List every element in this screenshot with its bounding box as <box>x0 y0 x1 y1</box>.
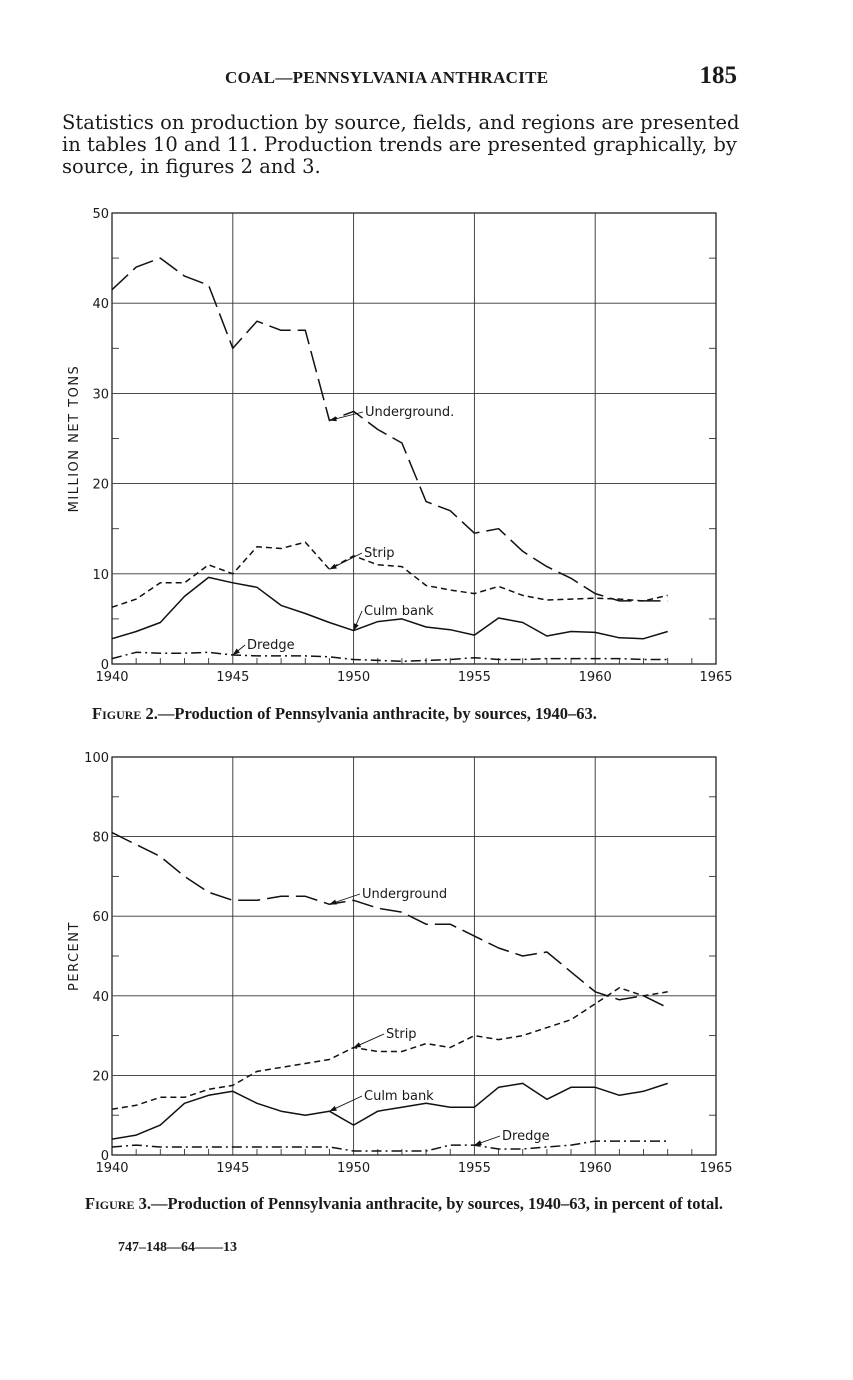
chart-2-label-culm-bank: Culm bank <box>364 604 434 619</box>
chart-2-y-axis-title: MILLION NET TONS <box>67 364 82 513</box>
figure-3-label: Figure 3. <box>85 1194 151 1213</box>
chart-3-label-strip: Strip <box>386 1027 417 1042</box>
chart-3-x-tick-label: 1960 <box>578 1161 612 1176</box>
chart-3-label-underground: Underground <box>362 887 448 902</box>
chart-3-y-tick-label: 60 <box>92 910 109 926</box>
figure-2-caption <box>92 704 732 724</box>
figure-2-chart <box>0 200 853 700</box>
chart-3-y-tick-label: 100 <box>84 751 109 766</box>
chart-2-x-tick-label: 1960 <box>578 670 612 685</box>
chart-3-arrowhead-underground <box>329 900 337 905</box>
chart-2-arrowhead-strip <box>329 564 337 570</box>
chart-3-series-underground <box>112 833 668 1008</box>
chart-3-x-tick-label: 1950 <box>337 1161 371 1176</box>
chart-3-label-culm-bank: Culm bank <box>364 1089 434 1104</box>
chart-2-x-tick-label: 1940 <box>95 670 129 685</box>
figure-2-caption-text: —Production of Pennsylvania anthracite, by sources, 1940–63. <box>157 704 597 723</box>
chart-3-series-dredge <box>112 1141 668 1151</box>
chart-2-label-underground: Underground. <box>365 405 455 420</box>
chart-3-arrowhead-culm-bank <box>329 1106 337 1111</box>
running-head-title: COAL—PENNSYLVANIA ANTHRACITE <box>225 68 549 87</box>
chart-2-label-dredge: Dredge <box>247 638 295 653</box>
page-number: 185 <box>699 62 737 89</box>
chart-2-y-tick-label: 50 <box>92 207 109 222</box>
chart-2-y-tick-label: 0 <box>100 658 109 673</box>
chart-2-y-tick-label: 20 <box>92 477 109 493</box>
chart-3-x-tick-label: 1965 <box>699 1161 733 1176</box>
printing-code: 747–148—64——13 <box>118 1240 237 1255</box>
figure-3-caption-text: —Production of Pennsylvania anthracite, by sources, 1940–63, in percent of total. <box>150 1194 723 1213</box>
chart-3-label-dredge: Dredge <box>502 1129 550 1144</box>
chart-2-y-tick-label: 40 <box>92 297 109 313</box>
chart-3-x-tick-label: 1945 <box>216 1161 250 1176</box>
chart-2-x-tick-label: 1965 <box>699 670 733 685</box>
chart-2-plot-frame <box>112 213 716 664</box>
chart-2-y-tick-label: 10 <box>92 567 109 583</box>
figure-2-label: Figure 2. <box>92 704 158 723</box>
chart-3-y-tick-label: 0 <box>100 1149 109 1164</box>
chart-3-arrowhead-strip <box>354 1042 362 1047</box>
chart-3-y-tick-label: 20 <box>92 1069 109 1085</box>
chart-2-x-tick-label: 1955 <box>457 670 491 685</box>
figure-3-chart <box>0 745 853 1185</box>
chart-3-arrowhead-dredge <box>474 1140 482 1145</box>
chart-3-x-tick-label: 1940 <box>95 1161 129 1176</box>
chart-2-y-tick-label: 30 <box>92 387 109 403</box>
intro-paragraph: Statistics on production by source, fields, and regions are presented in tables 10 and 11. Production trends are presented graphically, by source, in figures 2 and 3. <box>62 111 740 178</box>
chart-3-y-tick-label: 40 <box>92 989 109 1005</box>
chart-3-x-tick-label: 1955 <box>457 1161 491 1176</box>
figure-3-caption <box>64 1194 744 1213</box>
chart-2-x-tick-label: 1950 <box>337 670 371 685</box>
chart-2-label-strip: Strip <box>364 546 395 561</box>
chart-2-arrowhead-underground <box>329 416 337 421</box>
chart-2-x-tick-label: 1945 <box>216 670 250 685</box>
chart-3-y-tick-label: 80 <box>92 830 109 846</box>
chart-3-y-axis-title: PERCENT <box>67 921 82 991</box>
chart-2-series-dredge <box>112 652 668 661</box>
